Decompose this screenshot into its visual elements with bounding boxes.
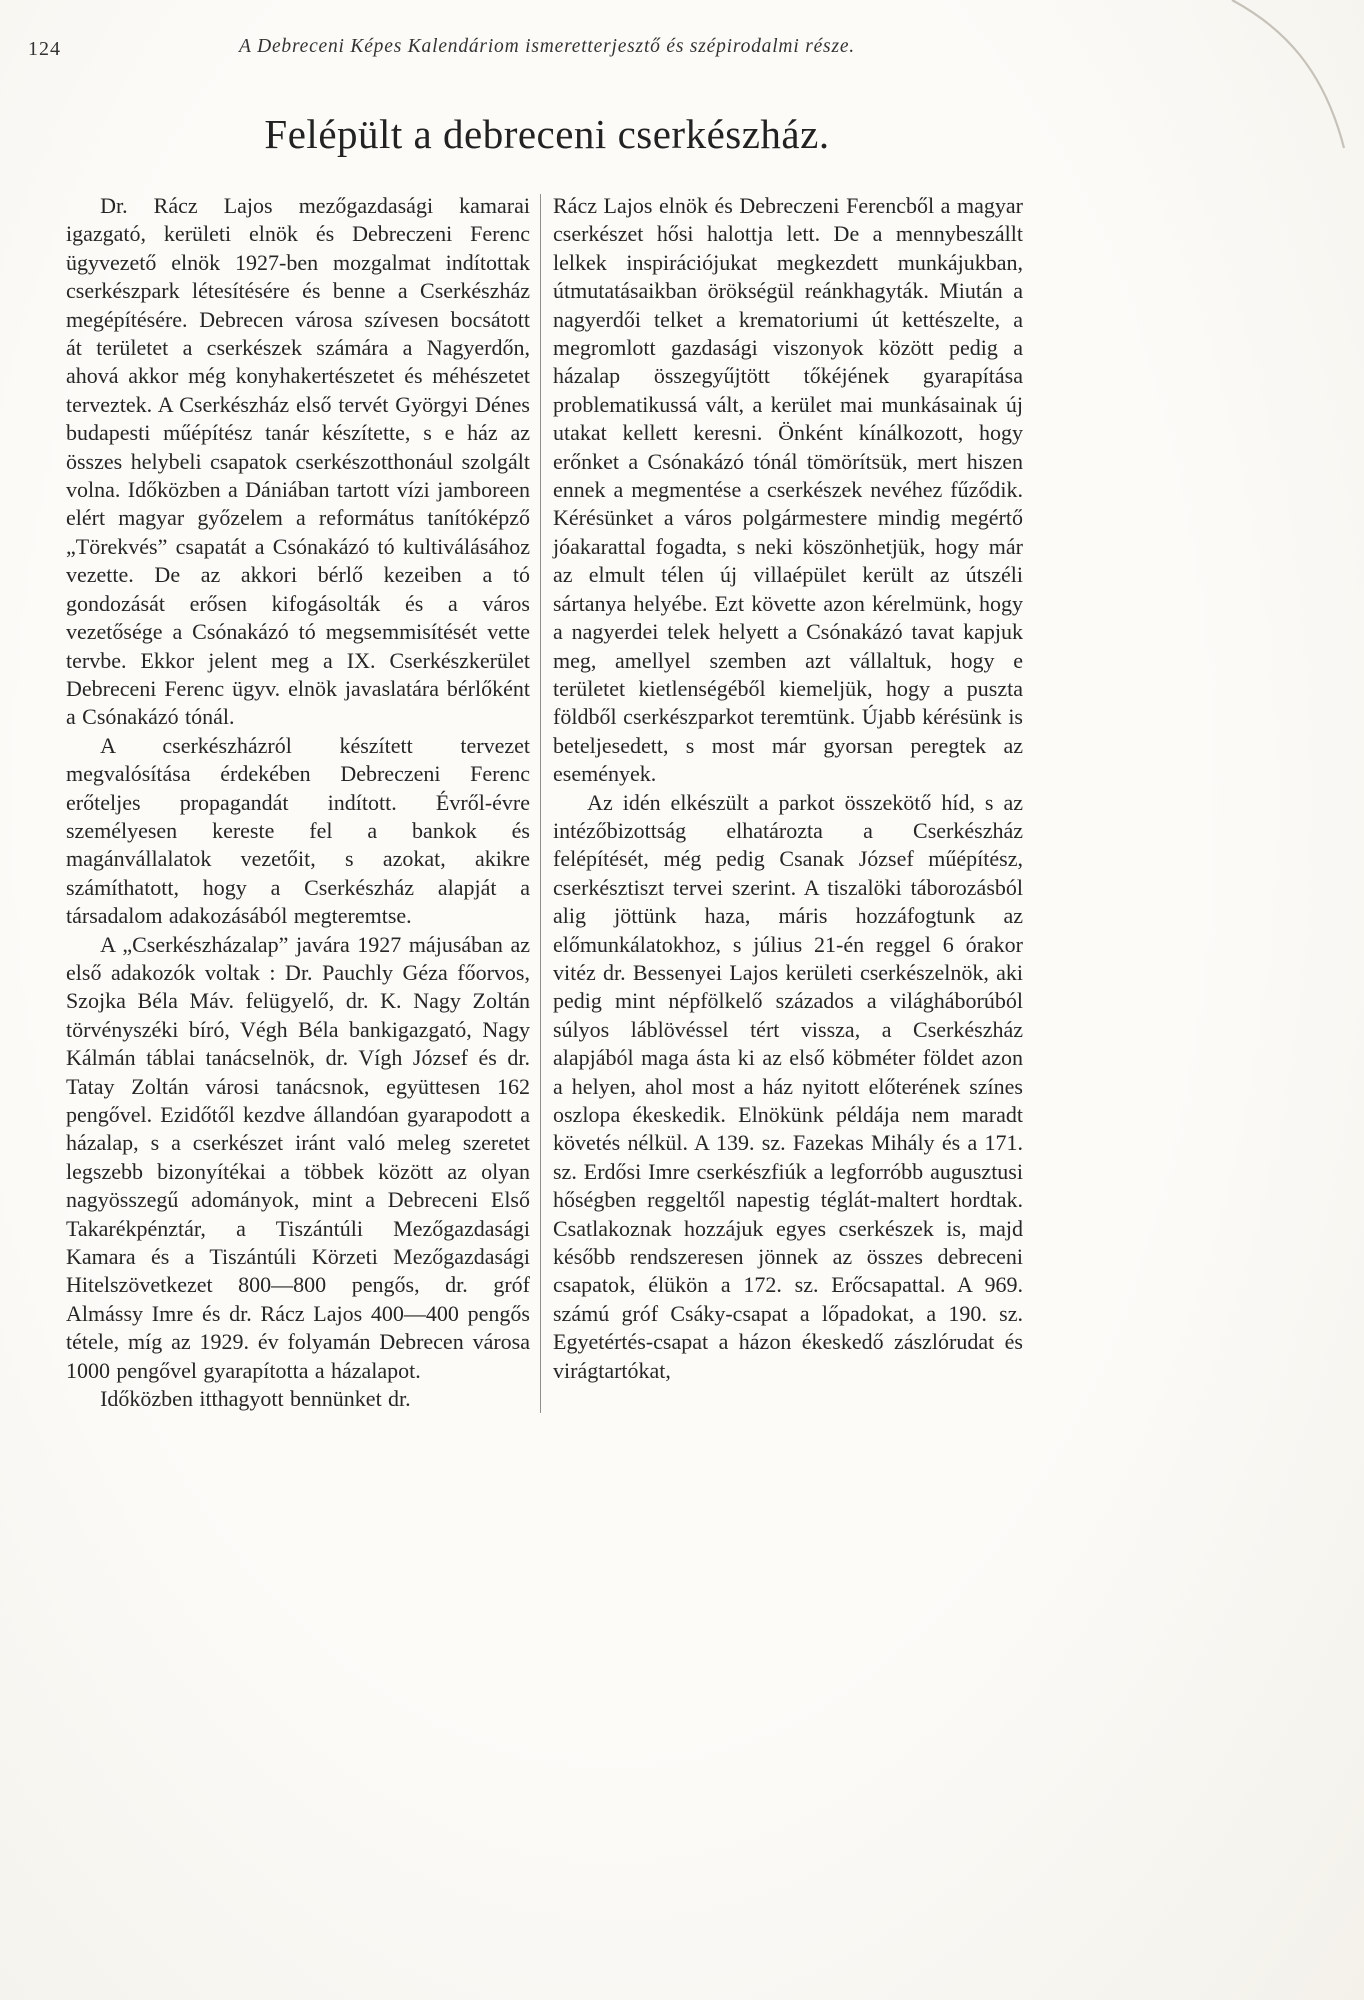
page-content bbox=[66, 0, 1028, 1413]
article-body bbox=[66, 192, 1028, 1413]
paragraph: Rácz Lajos elnök és Debreczeni Ferencből a magyar cserkészet hősi halottja lett. De a mennybeszállt lelkek inspirációjukat megkezdett munkájukban, útmutatásaikban örökségül reánkhagyták. Miután a nagyerdői telket a krematoriumi út kettészelte, a megromlott gazdasági viszonyok között pedig a házalap összegyűjtött tőkéjének gyarapítása problematikussá vált, a kerület mai munkásainak új utakat kellett keresni. Önként kínálkozott, hogy erőnket a Csónakázó tónál tömörítsük, mert hiszen ennek a megmentése a cserkészek nevéhez fűződik. Kérésünket a város polgármestere mindig megértő jóakarattal fogadta, s neki köszönhetjük, hogy már az elmult télen új villaépület került az útszéli sártanya helyébe. Ezt követte azon kérelmünk, hogy a nagyerdei telek helyett a Csónakázó tavat kapjuk meg, amellyel szemben azt vállaltuk, hogy e területet kietlenségéből kiemeljük, hogy a puszta földből cserkészparkot teremtünk. Újabb kérésünk is beteljesedett, s most már gyorsan peregtek az események. bbox=[553, 193, 1023, 787]
article-title: Felépült a debreceni cserkészház. bbox=[264, 111, 830, 157]
column-divider bbox=[540, 194, 541, 1413]
scan-artifact-curve bbox=[1144, 0, 1364, 150]
page-number: 124 bbox=[28, 38, 61, 60]
right-column bbox=[553, 192, 1023, 1413]
running-title: A Debreceni Képes Kalendáriom ismeretterjesztő és szépirodalmi része. bbox=[239, 36, 855, 57]
paragraph: Az idén elkészült a parkot összekötő híd, s az intézőbizottság elhatározta a Cserkészház felépítését, még pedig Csanak József műépítész, cserkésztiszt tervei szerint. A tiszalöki táborozásból alig jöttünk haza, máris hozzáfogtunk az előmunkálatokhoz, s július 21-én reggel 6 órakor vitéz dr. Bessenyei Lajos kerületi cserkészelnök, aki pedig mint népfölkelő százados a világháborúból súlyos láblövéssel tért vissza, a Cserkészház alapjából maga ásta ki az első köbméter földet azon a helyen, ahol most a ház nyitott előterének színes oszlopa ékeskedik. Elnökünk példája nem maradt követés nélkül. A 139. sz. Fazekas Mihály és a 171. sz. Erdősi Imre cserkészfiúk a legforróbb augusztusi hőségben reggeltől napestig téglát-maltert hordtak. Csatlakoznak hozzájuk egyes cserkészek is, majd később rendszeresen jönnek az összes debreceni csapatok, élükön a 172. sz. Erőcsapattal. A 969. számú gróf Csáky-csapat a lőpadokat, a 190. sz. Egyetértés-csapat a házon ékeskedő zászlórudat és virágtartókat, bbox=[553, 789, 1023, 1383]
paragraph: A „Cserkészházalap” javára 1927 májusában az első adakozók voltak : Dr. Pauchly Géza főorvos, Szojka Béla Máv. felügyelő, dr. K. Nagy Zoltán törvényszéki bíró, Végh Béla bankigazgató, Nagy Kálmán táblai tanácselnök, dr. Vígh József és dr. Tatay Zoltán városi tanácsnok, együttesen 162 pengővel. Ezidőtől kezdve állandóan gyarapodott a házalap, s a cserkészet iránt való meleg szeretet legszebb bizonyítékai a többek között az olyan nagyösszegű adományok, mint a Debreceni Első Takarékpénztár, a Tiszántúli Mezőgazdasági Kamara és a Tiszántúli Körzeti Mezőgazdasági Hitelszövetkezet 800—800 pengős, dr. gróf Almássy Imre és dr. Rácz Lajos 400—400 pengős tétele, míg az 1929. év folyamán Debrecen városa 1000 pengővel gyarapította a házalapot. bbox=[66, 931, 530, 1383]
paragraph: Időközben itthagyott bennünket dr. bbox=[100, 1386, 411, 1412]
paragraph: Dr. Rácz Lajos mezőgazdasági kamarai igazgató, kerületi elnök és Debreczeni Ferenc ügyvezető elnök 1927-ben mozgalmat indítottak cserkészpark létesítésére és benne a Cserkészház megépítésére. Debrecen városa szívesen bocsátott át területet a cserkészek számára a Nagyerdőn, ahová akkor még konyhakertészetet és méhészetet terveztek. A Cserkészház első tervét Györgyi Dénes budapesti műépítész tanár készítette, s e ház az összes helybeli csapatok cserkészotthonául szolgált volna. Időközben a Dániában tartott vízi jamboreen elért magyar győzelem a református tanítóképző „Törekvés” csapatát a Csónakázó tó kultiválásához vezette. De az akkori bérlő kezeiben a tó gondozását erősen kifogásolták és a város vezetősége a Csónakázó tó megsemmisítését vette tervbe. Ekkor jelent meg a IX. Cserkészkerület Debreceni Ferenc ügyv. elnök javaslatára bérlőként a Csónakázó tónál. bbox=[66, 193, 530, 730]
paragraph: A cserkészházról készített tervezet megvalósítása érdekében Debreczeni Ferenc erőteljes propagandát indított. Évről-évre személyesen kereste fel a bankok és magánvállalatok vezetőit, s azokat, akikre számíthatott, hogy a Cserkészház alapját a társadalom adakozásából megteremtse. bbox=[66, 732, 530, 929]
left-column bbox=[66, 192, 530, 1413]
